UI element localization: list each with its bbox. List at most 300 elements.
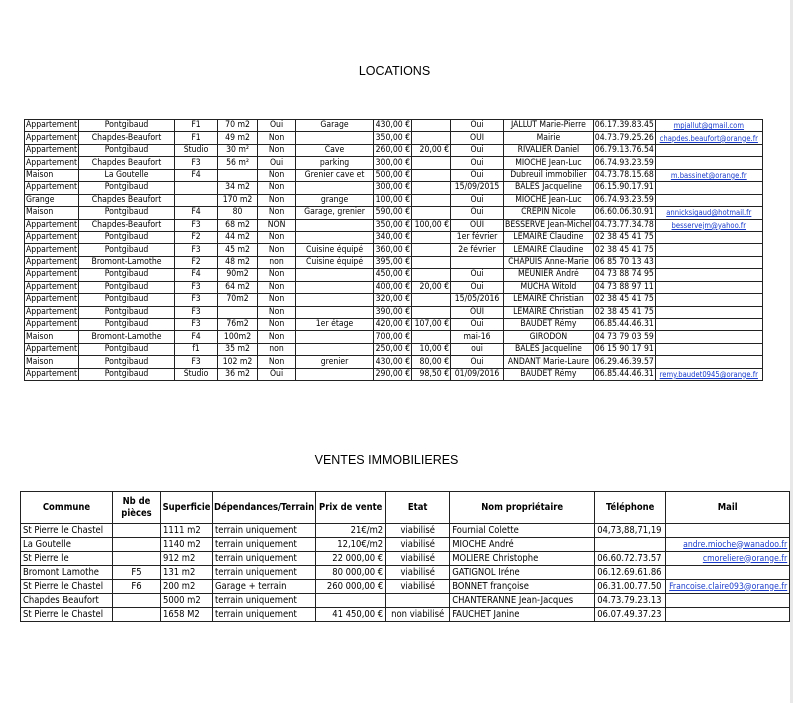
ventes-header-cell: Dépendances/Terrain (213, 492, 316, 524)
vente-proprietaire-cell: CHANTERANNE Jean-Jacques (450, 594, 595, 608)
vente-commune-cell: St Pierre le Chastel (21, 608, 113, 622)
location-charges-cell: 20,00 € (412, 281, 451, 293)
vente-pieces-cell (113, 538, 161, 552)
vente-telephone-cell: 06.07.49.37.23 (595, 608, 666, 622)
vente-telephone-cell: 06.12.69.61.86 (595, 566, 666, 580)
location-mail-cell (655, 306, 762, 318)
location-mail-cell[interactable] (655, 207, 762, 219)
location-dependances-cell (296, 368, 374, 380)
location-meuble-cell: Non (258, 169, 296, 181)
location-type-cell: Appartement (26, 269, 78, 280)
vente-prix-cell: 41 450,00 € (316, 608, 386, 622)
location-loyer-cell: 290,00 € (374, 368, 412, 380)
email-link[interactable]: cmoreliere@orange.fr (702, 553, 788, 564)
location-charges-cell (412, 294, 451, 306)
vente-prix-cell: 80 000,00 € (316, 566, 386, 580)
location-commune-cell: Pontgibaud (79, 319, 175, 331)
location-loyer-cell: 590,00 € (374, 207, 412, 219)
location-type-cell: Appartement (26, 306, 78, 317)
vente-proprietaire-cell: Fournial Colette (450, 524, 595, 538)
location-mail-cell (655, 182, 762, 194)
vente-telephone-cell: 04,73,88,71,19 (595, 524, 666, 538)
vente-mail-cell (666, 524, 790, 538)
location-telephone-cell: 06.79.13.76.54 (594, 145, 654, 156)
vente-telephone-cell: 04.73.79.23.13 (595, 594, 666, 608)
location-disponibilite-cell: 15/05/2016 (451, 294, 504, 306)
location-surface-cell: 34 m2 (218, 182, 258, 194)
location-charges-cell (412, 132, 451, 144)
location-disponibilite-cell: 1er février (451, 231, 504, 243)
location-commune-cell: Pontgibaud (79, 306, 175, 318)
locations-table (24, 119, 763, 381)
email-link[interactable]: chapdes.beaufort@orange.fr (659, 133, 758, 143)
location-charges-cell: 10,00 € (412, 343, 451, 355)
location-meuble-cell: Oui (258, 120, 296, 132)
vente-prix-cell: 22 000,00 € (316, 552, 386, 566)
location-charges-cell (412, 244, 451, 256)
location-mail-cell (655, 319, 762, 331)
vente-pieces-cell: F5 (113, 566, 161, 580)
location-mail-cell (655, 331, 762, 343)
location-surface-cell: 90m2 (218, 269, 258, 281)
location-loyer-cell: 700,00 € (374, 331, 412, 343)
location-disponibilite-cell: Oui (451, 120, 504, 132)
location-proprietaire-cell: BESSERVE Jean-Michel (505, 219, 592, 230)
location-meuble-cell: Non (258, 294, 296, 306)
ventes-header-cell: Mail (666, 492, 790, 524)
location-disponibilite-cell: OUI (451, 306, 504, 318)
location-mail-cell[interactable] (655, 368, 762, 380)
location-proprietaire-cell: CREPIN Nicole (504, 207, 594, 219)
location-commune-cell: Pontgibaud (79, 368, 175, 380)
location-meuble-cell: non (258, 343, 296, 355)
location-disponibilite-cell: mai-16 (451, 331, 504, 343)
location-mail-cell (655, 144, 762, 156)
location-pieces-cell: F2 (175, 256, 218, 268)
location-pieces-cell: F4 (175, 169, 218, 181)
location-disponibilite-cell: Oui (451, 356, 504, 368)
location-mail-cell (655, 244, 762, 256)
location-proprietaire-cell: Mairie (504, 132, 594, 144)
location-type-cell: Appartement (26, 281, 78, 292)
location-row (25, 256, 763, 268)
location-mail-cell (655, 294, 762, 306)
vente-commune-cell: St Pierre le Chastel (21, 580, 113, 594)
vente-pieces-cell: F6 (113, 580, 161, 594)
location-disponibilite-cell: Oui (451, 269, 504, 281)
location-telephone-cell: 06.15.90.17.91 (594, 182, 654, 193)
location-commune-cell: Bromont-Lamothe (79, 256, 175, 268)
location-meuble-cell: Non (258, 356, 296, 368)
vente-mail-cell[interactable] (666, 538, 790, 552)
location-proprietaire-cell: MUCHA Witold (504, 281, 594, 293)
location-type-cell: Appartement (26, 294, 78, 305)
location-charges-cell (412, 256, 451, 268)
location-disponibilite-cell: Oui (451, 319, 504, 331)
location-row (25, 120, 763, 132)
location-surface-cell: 100m2 (218, 331, 258, 343)
vente-superficie-cell: 131 m2 (161, 566, 213, 580)
location-type-cell: Grange (25, 194, 79, 206)
location-loyer-cell: 320,00 € (374, 294, 412, 306)
location-meuble-cell: Non (258, 331, 296, 343)
location-proprietaire-cell: MIOCHE Jean-Luc (504, 157, 594, 169)
email-link[interactable]: m.bassinet@orange.fr (670, 170, 747, 180)
location-proprietaire-cell: LEMAIRE Claudine (504, 231, 594, 243)
vente-etat-cell: viabilisé (386, 552, 450, 566)
location-telephone-cell: 06.60.06.30.91 (594, 207, 654, 218)
location-meuble-cell: Non (258, 231, 296, 243)
location-meuble-cell: Oui (258, 368, 296, 380)
location-meuble-cell: Non (258, 319, 296, 331)
vente-prix-cell: 260 000,00 € (316, 580, 386, 594)
location-loyer-cell: 500,00 € (374, 169, 412, 181)
vente-superficie-cell: 5000 m2 (161, 594, 213, 608)
vente-etat-cell (386, 594, 450, 608)
vente-superficie-cell: 200 m2 (161, 580, 213, 594)
location-telephone-cell: 02 38 45 41 75 (594, 244, 654, 255)
location-commune-cell: Chapdes-Beaufort (79, 132, 175, 144)
location-mail-cell (655, 256, 762, 268)
location-disponibilite-cell: Oui (451, 144, 504, 156)
ventes-header-cell: Etat (386, 492, 450, 524)
location-telephone-cell: 06.85.44.46.31 (594, 319, 654, 330)
location-proprietaire-cell: CHAPUIS Anne-Marie (504, 256, 594, 268)
location-surface-cell: 70m2 (218, 294, 258, 306)
location-commune-cell: Pontgibaud (79, 269, 175, 281)
location-row (25, 219, 763, 231)
vente-etat-cell: non viabilisé (386, 608, 450, 622)
location-type-cell: Appartement (26, 232, 78, 243)
location-row (25, 356, 763, 368)
location-pieces-cell: F4 (175, 331, 218, 343)
location-telephone-cell: 02 38 45 41 75 (594, 232, 654, 243)
location-type-cell: Appartement (26, 157, 78, 168)
location-surface-cell: 56 m² (218, 157, 258, 169)
email-link[interactable]: andre.mioche@wanadoo.fr (683, 539, 788, 550)
location-surface-cell: 68 m2 (218, 219, 258, 231)
location-type-cell: Maison (25, 331, 79, 343)
vente-etat-cell: viabilisé (386, 538, 450, 552)
location-pieces-cell: F3 (175, 219, 218, 231)
location-pieces-cell: Studio (175, 144, 218, 156)
location-loyer-cell: 300,00 € (374, 157, 412, 169)
vente-etat-cell: viabilisé (386, 566, 450, 580)
location-pieces-cell: F3 (175, 157, 218, 169)
location-charges-cell: 107,00 € (412, 319, 451, 331)
location-charges-cell (412, 120, 451, 132)
vente-superficie-cell: 1111 m2 (161, 524, 213, 538)
location-surface-cell: 45 m2 (218, 244, 258, 256)
location-meuble-cell: Non (258, 269, 296, 281)
vente-pieces-cell (113, 594, 161, 608)
location-pieces-cell (175, 194, 218, 206)
location-row (25, 157, 763, 169)
vente-row (21, 594, 790, 608)
location-commune-cell: La Goutelle (79, 169, 175, 181)
location-surface-cell: 35 m2 (218, 343, 258, 355)
location-telephone-cell: 04.73.78.15.68 (594, 169, 654, 180)
location-mail-cell[interactable] (655, 219, 762, 231)
location-loyer-cell: 350,00 € (374, 132, 412, 144)
vente-telephone-cell: 06.31.00.77.50 (595, 580, 666, 594)
vente-superficie-cell: 1658 M2 (161, 608, 213, 622)
vente-superficie-cell: 1140 m2 (161, 538, 213, 552)
ventes-header-cell: Nom propriétaire (450, 492, 595, 524)
location-charges-cell (412, 157, 451, 169)
location-surface-cell: 30 m² (218, 144, 258, 156)
location-mail-cell[interactable] (655, 169, 762, 181)
location-row (25, 182, 763, 194)
location-dependances-cell: 1er étage (296, 319, 374, 331)
location-type-cell: Appartement (26, 219, 78, 230)
ventes-header-cell: Commune (21, 492, 113, 524)
location-commune-cell: Pontgibaud (79, 281, 175, 293)
location-proprietaire-cell: ANDANT Marie-Laure (504, 356, 594, 368)
location-mail-cell[interactable] (655, 132, 762, 144)
vente-dependances-cell: Garage + terrain (213, 580, 316, 594)
location-surface-cell: 64 m2 (218, 281, 258, 293)
location-meuble-cell: Non (258, 194, 296, 206)
vente-etat-cell: viabilisé (386, 524, 450, 538)
location-commune-cell: Pontgibaud (79, 144, 175, 156)
location-loyer-cell: 250,00 € (374, 343, 412, 355)
location-surface-cell (218, 306, 258, 318)
vente-mail-cell[interactable] (666, 580, 790, 594)
location-disponibilite-cell: oui (451, 343, 504, 355)
location-telephone-cell: 06.74.93.23.59 (594, 194, 654, 205)
location-dependances-cell: Cuisine équipé (296, 244, 374, 256)
location-surface-cell (218, 169, 258, 181)
location-row (25, 244, 763, 256)
location-mail-cell (655, 194, 762, 206)
vente-mail-cell (666, 608, 790, 622)
location-commune-cell: Pontgibaud (79, 120, 175, 132)
vente-row (21, 552, 790, 566)
vente-telephone-cell: 06.60.72.73.57 (595, 552, 666, 566)
location-surface-cell: 170 m2 (218, 194, 258, 206)
vente-commune-cell: Chapdes Beaufort (21, 594, 113, 608)
location-dependances-cell (296, 269, 374, 281)
vente-dependances-cell: terrain uniquement (213, 538, 316, 552)
vente-pieces-cell (113, 552, 161, 566)
vente-commune-cell: Bromont Lamothe (21, 566, 113, 580)
location-type-cell: Appartement (26, 132, 78, 143)
vente-dependances-cell: terrain uniquement (213, 566, 316, 580)
location-charges-cell (412, 194, 451, 206)
location-proprietaire-cell: LEMAIRE Christian (504, 306, 594, 318)
location-loyer-cell: 420,00 € (374, 319, 412, 331)
location-loyer-cell: 390,00 € (374, 306, 412, 318)
location-dependances-cell (296, 294, 374, 306)
location-row (25, 294, 763, 306)
location-charges-cell (412, 306, 451, 318)
location-proprietaire-cell: MIOCHE Jean-Luc (504, 194, 594, 206)
location-disponibilite-cell: Oui (451, 194, 504, 206)
location-type-cell: Appartement (26, 257, 78, 268)
ventes-header-cell: Prix de vente (316, 492, 386, 524)
location-pieces-cell: F2 (175, 231, 218, 243)
email-link[interactable]: Francoise.claire093@orange.fr (669, 581, 788, 592)
location-telephone-cell: 06.17.39.83.45 (594, 120, 654, 131)
location-mail-cell (655, 281, 762, 293)
location-dependances-cell: Grenier cave et (296, 169, 374, 181)
vente-pieces-cell (113, 608, 161, 622)
location-mail-cell[interactable] (655, 120, 762, 132)
vente-prix-cell (316, 594, 386, 608)
location-disponibilite-cell: Oui (451, 207, 504, 219)
vente-proprietaire-cell: BONNET françoise (450, 580, 595, 594)
location-surface-cell: 44 m2 (218, 231, 258, 243)
location-disponibilite-cell: Oui (451, 281, 504, 293)
location-pieces-cell: F3 (175, 306, 218, 318)
location-dependances-cell: Garage (296, 120, 374, 132)
location-surface-cell: 36 m2 (218, 368, 258, 380)
location-meuble-cell: Non (258, 306, 296, 318)
location-telephone-cell: 02 38 45 41 75 (594, 306, 654, 317)
location-proprietaire-cell: LEMAIRE Christian (504, 294, 594, 306)
locations-title: LOCATIONS (358, 64, 431, 78)
location-type-cell: Appartement (26, 344, 78, 355)
location-dependances-cell (296, 182, 374, 194)
vente-row (21, 538, 790, 552)
email-link[interactable]: mpjallut@gmail.com (673, 121, 745, 131)
location-telephone-cell: 06 15 90 17 91 (594, 344, 654, 355)
vente-row (21, 580, 790, 594)
location-telephone-cell: 04 73 88 97 11 (594, 281, 654, 292)
location-meuble-cell: NON (258, 219, 296, 231)
location-disponibilite-cell: 2e février (451, 244, 504, 256)
location-disponibilite-cell: 15/09/2015 (451, 182, 504, 194)
location-loyer-cell: 100,00 € (374, 194, 412, 206)
location-pieces-cell: f1 (175, 343, 218, 355)
vente-dependances-cell: terrain uniquement (213, 552, 316, 566)
ventes-table (20, 491, 790, 622)
email-link[interactable]: besservejm@yahoo.fr (671, 220, 747, 230)
location-loyer-cell: 340,00 € (374, 231, 412, 243)
location-pieces-cell: F3 (175, 244, 218, 256)
vente-row (21, 608, 790, 622)
location-telephone-cell: 02 38 45 41 75 (594, 294, 654, 305)
vente-dependances-cell: terrain uniquement (213, 524, 316, 538)
location-loyer-cell: 350,00 € (374, 219, 412, 231)
location-disponibilite-cell: Oui (451, 169, 504, 181)
location-type-cell: Appartement (26, 244, 78, 255)
location-proprietaire-cell: Dubreuil immobilier (504, 169, 594, 181)
vente-prix-cell: 12,10€/m2 (316, 538, 386, 552)
vente-telephone-cell (595, 538, 666, 552)
location-proprietaire-cell: MEUNIER André (504, 269, 594, 281)
vente-dependances-cell: terrain uniquement (213, 594, 316, 608)
location-pieces-cell: F3 (175, 281, 218, 293)
location-telephone-cell: 04.73.77.34.78 (594, 219, 654, 230)
location-commune-cell: Bromont-Lamothe (79, 331, 175, 343)
location-dependances-cell: parking (296, 157, 374, 169)
vente-proprietaire-cell: FAUCHET Janine (450, 608, 595, 622)
location-pieces-cell: F3 (175, 294, 218, 306)
location-pieces-cell: F1 (175, 132, 218, 144)
vente-superficie-cell: 912 m2 (161, 552, 213, 566)
location-meuble-cell: Non (258, 132, 296, 144)
location-type-cell: Appartement (26, 182, 78, 193)
vente-pieces-cell (113, 524, 161, 538)
location-commune-cell: Chapdes Beaufort (79, 157, 175, 169)
location-mail-cell (655, 269, 762, 281)
location-row (25, 343, 763, 355)
location-commune-cell: Pontgibaud (79, 182, 175, 194)
location-loyer-cell: 300,00 € (374, 182, 412, 194)
location-row (25, 306, 763, 318)
vente-mail-cell (666, 594, 790, 608)
location-mail-cell (655, 343, 762, 355)
vente-proprietaire-cell: MOLIERE Christophe (450, 552, 595, 566)
location-mail-cell (655, 157, 762, 169)
location-proprietaire-cell: BALES Jacqueline (504, 343, 594, 355)
location-surface-cell: 49 m2 (218, 132, 258, 144)
location-telephone-cell: 06.29.46.39.57 (594, 356, 654, 367)
location-row (25, 368, 763, 380)
location-loyer-cell: 400,00 € (374, 281, 412, 293)
location-charges-cell: 98,50 € (412, 368, 451, 380)
location-proprietaire-cell: LEMAIRE Claudine (504, 244, 594, 256)
location-row (25, 331, 763, 343)
location-mail-cell (655, 231, 762, 243)
location-type-cell: Maison (25, 169, 79, 181)
location-charges-cell (412, 269, 451, 281)
location-pieces-cell: F3 (175, 319, 218, 331)
location-meuble-cell: Non (258, 244, 296, 256)
location-dependances-cell (296, 331, 374, 343)
vente-row (21, 524, 790, 538)
location-meuble-cell: non (258, 256, 296, 268)
location-pieces-cell: Studio (175, 368, 218, 380)
location-dependances-cell (296, 219, 374, 231)
location-proprietaire-cell: RIVALIER Daniel (504, 144, 594, 156)
location-commune-cell: Pontgibaud (79, 343, 175, 355)
location-surface-cell: 102 m2 (218, 356, 258, 368)
location-proprietaire-cell: JALLUT Marie-Pierre (504, 120, 594, 132)
location-dependances-cell (296, 306, 374, 318)
location-dependances-cell: grenier (296, 356, 374, 368)
location-mail-cell (655, 356, 762, 368)
location-charges-cell (412, 231, 451, 243)
location-charges-cell (412, 331, 451, 343)
location-loyer-cell: 430,00 € (374, 356, 412, 368)
location-disponibilite-cell: OUI (451, 219, 504, 231)
ventes-header-row (21, 492, 790, 524)
location-charges-cell (412, 182, 451, 194)
location-meuble-cell: Non (258, 207, 296, 219)
location-disponibilite-cell: OUI (451, 132, 504, 144)
location-pieces-cell: F4 (175, 207, 218, 219)
email-link[interactable]: remy.baudet0945@orange.fr (659, 369, 758, 379)
location-row (25, 207, 763, 219)
location-row (25, 194, 763, 206)
location-telephone-cell: 06.74.93.23.59 (594, 157, 654, 168)
vente-prix-cell: 21€/m2 (316, 524, 386, 538)
vente-row (21, 566, 790, 580)
location-type-cell: Appartement (26, 120, 78, 131)
location-proprietaire-cell: BAUDET Rémy (504, 319, 594, 331)
location-telephone-cell: 04 73 88 74 95 (594, 269, 654, 280)
vente-mail-cell[interactable] (666, 552, 790, 566)
vente-commune-cell: St Pierre le Chastel (21, 524, 113, 538)
location-type-cell: Appartement (26, 368, 78, 379)
vente-dependances-cell: terrain uniquement (213, 608, 316, 622)
location-disponibilite-cell (451, 256, 504, 268)
email-link[interactable]: annicksigaud@hotmail.fr (666, 208, 752, 218)
location-telephone-cell: 06 85 70 13 43 (594, 257, 654, 268)
